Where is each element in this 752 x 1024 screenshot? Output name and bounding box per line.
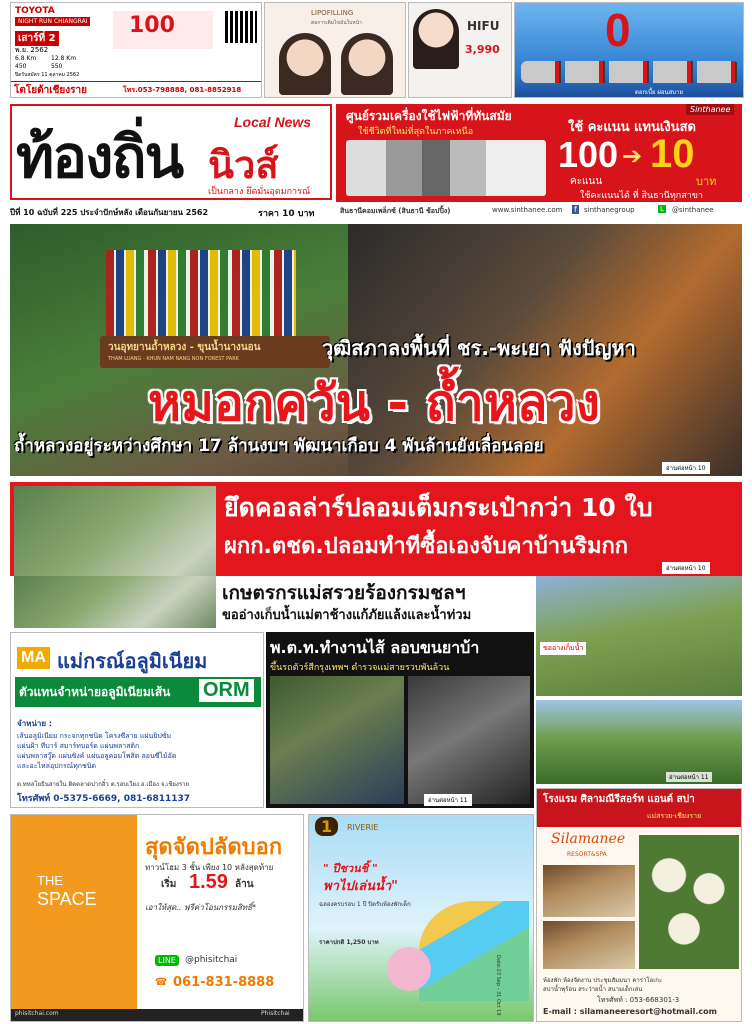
waterslide-image [419,901,529,1001]
silamanee-ad[interactable] [536,788,742,1022]
sinthanee-line1: ศูนย์รวมเครื่องใช้ไฟฟ้าที่ทันสมัย [346,109,512,123]
ma-logo: MA [17,647,50,669]
price-badge [113,11,213,49]
points-from: 100 [558,134,619,175]
story3-photo [536,576,742,696]
story5-jump[interactable]: อ่านต่อหน้า 11 [666,772,712,782]
use-at: ใช้คะแนนได้ ที่ สินธานีทุกสาขา [580,191,703,201]
sinthanee-line2: ใช้ชีวิตที่ใหม่ที่สุดในภาคเหนือ [358,127,474,137]
lead-kicker: วุฒิสภาลงพื้นที่ ชร.-พะเยา ฟังปัญหา [322,336,636,360]
space-line2: SPACE [37,889,97,909]
lead-headline: หมอกควัน - ถ้ำหลวง [148,374,600,432]
story3-headline: เกษตรกรแม่สรวยร้องกรมชลฯ [222,582,466,604]
space-line1: THE [37,873,63,888]
story2-photo-lower [14,576,216,628]
deadline: ปิดรับสมัคร 11 ตุลาคม 2562 [15,72,80,78]
lead-subhead: ถ้ำหลวงอยู่ระหว่างศึกษา 17 ล้านงบฯ พัฒนาเกือบ 4 พันล้านยังเลื่อนลอย [14,436,544,456]
silamanee-desc2: สปาน้ำพุร้อน สระว่ายน้ำ สนามเด็กเล่น [543,986,643,993]
car-row [521,61,739,83]
points-from-unit: คะแนน [570,176,603,187]
lipo-sub: ต่อการเติมไขมันใบหน้า [311,20,362,26]
riverie-tag2: พาไปเล่นน้ำ" [323,879,398,894]
mae-aluminium-ad[interactable] [10,632,264,808]
the-space-ad[interactable] [10,814,304,1022]
riverie-desc: ฉลองครบรอบ 1 ปี ปิดรับห้องพักเด็ก [319,901,411,908]
flags-row [106,250,296,340]
space-footer [11,1009,303,1021]
honda-footer: ดอกเบี้ย ผ่อนสบาย [635,89,683,96]
silamanee-sub: แม่สรวย-เชียงราย [647,812,702,820]
anniv-badge: 1 [315,817,338,836]
masthead-title-1: ท้องถิ่น [16,123,183,191]
phone-icon: ☎ [155,977,168,988]
issue-line: ปีที่ 10 ฉบับที่ 225 ประจำปักษ์หลัง เดือนกันยายน 2562 [10,208,209,217]
story4-subhead: ขึ้นรถตัวร์สีกรุงเทพฯ ตำรวจแม่สายรวบพันล้วน [270,663,450,673]
silamanee-header-text: โรงแรม ศิลามณีรีสอร์ท แอนด์ สปา [543,794,695,805]
lotus-flower-image [639,835,739,969]
space-logo-panel [11,815,137,1009]
issue-price: ราคา 10 บาท [258,209,315,219]
hifu-title: HIFU [467,19,500,33]
use-points: ใช้ คะแนน แทนเงินสด [568,120,696,135]
silamanee-logo-sub: RESORT&SPA [567,851,607,858]
silamanee-header [537,789,742,827]
price-a: 450 [15,63,27,70]
hifu-price: 3,990 [465,43,500,56]
space-line[interactable]: @phisitchai [185,955,238,965]
honda-zero: 0 [605,4,631,56]
story4-photo-left [270,676,404,804]
space-phone[interactable]: 061-831-8888 [173,975,275,990]
appliances-image [346,140,546,196]
local-news-label: Local News [234,114,312,130]
silamanee-logo: Silamanee [551,831,626,847]
space-sub: ทาวน์โฮม 3 ชั้น เพียง 10 หลังสุดท้าย [145,863,274,872]
story4-jump[interactable]: อ่านต่อหน้า 11 [424,794,472,806]
space-footer-right: Phisitchai [261,1010,290,1017]
footer-url[interactable]: www.sinthanee.com [492,206,563,214]
toyota-footer: โตโยต้าเชียงราย [14,85,87,96]
qr-code-icon [225,11,257,43]
nightrun-date: เสาร์ที่ 2 [15,31,59,46]
toyota-brand: TOYOTA [15,6,55,16]
orm-logo: ORM [199,679,254,702]
space-price-label: เริ่ม [161,879,177,890]
distance-b: 12.8 Km [51,55,77,62]
nightrun-event: NIGHT RUN CHIANGRAI [15,17,90,26]
nightrun-month: พ.ย. 2562 [15,46,49,54]
sell-2: แผ่นฝ้า ทีบาร์ สมาร์ทบอร์ด แผ่นพลาสติก [17,742,140,750]
issue-bar [10,204,332,220]
story4-headline: พ.ต.ท.ทำงานไส้ ลอบขนยาบ้า [270,638,480,657]
silamanee-room-2 [543,921,635,969]
price-badge-value: 100 [129,13,175,38]
line-app-icon: LINE [155,955,179,966]
lipo-brand: LIPOFILLING [311,9,354,17]
sell-1: เส้นอลูมิเนียม กระจกทุกชนิด โครงซีลาย แผ่นยิปซั่ม [17,732,172,740]
story2-jump[interactable]: อ่านต่อหน้า 10 [662,562,710,574]
dealer-text: ตัวแทนจำหน่ายอลูมิเนียมเส้น [19,685,171,699]
space-price: 1.59 [189,871,228,893]
sell-4: และอะไหล่อุปกรณ์ทุกชนิด [17,762,97,770]
arrow-right-icon: ➔ [622,142,643,170]
mae-name: แม่กรณ์อลูมิเนียม [57,649,208,673]
footer-line[interactable]: @sinthanee [672,206,714,214]
masthead-title-2: นิวส์ [208,143,279,187]
story2[interactable] [10,482,742,576]
riverie-price: ราคาปกติ 1,250 บาท [319,939,379,946]
space-promo: เอาให้สุด.. ฟรีค่าโอนกรรมสิทธิ์* [145,903,257,912]
footer-name: สินธานีคอมเพล็กซ์ (สินธานี ช้อปปิ้ง) [340,207,451,215]
story3-subhead: ขออ่างเก็บน้ำแม่ตาช้างแก้ภัยแล้งและน้ำท่วม [222,608,472,623]
lead-jump[interactable]: อ่านต่อหน้า 10 [662,462,710,474]
story5-photo [536,700,742,784]
lipo-face-left [279,33,331,95]
sell-title: จำหน่าย : [17,719,53,728]
silamanee-room-1 [543,865,635,917]
park-sign-text: วนอุทยานถ้ำหลวง - ขุนน้ำนางนอน [108,342,261,353]
story4-photo-right [408,676,530,804]
elephant-mascot [387,947,431,991]
story3-banner-sign: ขออ่างเก็บน้ำ [540,642,586,655]
honda-ad[interactable] [514,2,744,98]
price-b: 550 [51,63,63,70]
space-footer-left[interactable]: phisitchai.com [15,1010,59,1017]
silamanee-desc: ห้องพัก ห้องจัดงาน ประชุมสัมมนา คาราโอเกะ [543,977,663,984]
footer-fb[interactable]: sinthanegroup [584,206,635,214]
silamanee-tel: โทรศัพท์ : 053-668301-3 [597,996,680,1004]
hifu-model [413,9,459,69]
dealer-bar [15,677,261,707]
park-sign-en: THAM LUANG - KHUN NAM NANG NON FOREST PARK [108,356,239,362]
story2-headline: ยึดคอลล่าร์ปลอมเต็มกระเป๋ากว่า 10 ใบ [224,493,653,522]
lead-story[interactable] [10,224,742,476]
mae-address: ต.ทหลโยธินสายใน ติดตลาดปากอิ๋ว ต.รอบเวียง อ.เมือง จ.เชียงราย [17,781,189,788]
mae-phone: โทรศัพท์ 0-5375-6669, 081-6811137 [17,794,191,804]
riverie-brand: RIVERIE [347,823,379,832]
masthead-slogan: เป็นกลาง ยึดมั่นอุดมการณ์ [208,187,311,197]
riverie-tag: " ปีชวนชิ้ " [323,862,378,875]
points-to-unit: บาท [696,175,717,188]
toyota-footer-bar [11,81,261,97]
toyota-nightrun-ad[interactable] [10,2,262,98]
sinthanee-brand: Sinthanee [686,104,734,115]
space-price-unit: ล้าน [235,879,254,890]
line-icon: L [660,205,664,213]
toyota-phone: โทร.053-798888, 081-8852918 [123,86,242,94]
sell-3: แผ่นพลาสวู๊ด แผ่นซิงค์ แผ่นอลูคอมโพสิต ลอนซีไม้อัด [17,752,177,760]
distance-a: 6.8 Km [15,55,37,62]
story4[interactable] [266,632,534,808]
story2-photo [14,486,216,576]
hifu-ad[interactable] [408,2,512,98]
facebook-icon: f [574,205,577,214]
sinthanee-ad[interactable] [336,104,742,220]
story2-subhead: ผกก.ตชด.ปลอมทำทีซื้อเองจับคาบ้านริมกก [224,534,629,559]
riverie-ad[interactable] [308,814,534,1022]
silamanee-email[interactable]: E-mail : silamaneeresort@hotmail.com [543,1007,717,1016]
masthead [10,104,332,200]
lipo-face-right [341,33,393,95]
points-to: 10 [650,132,695,176]
sinthanee-footer [336,202,742,220]
lipofilling-ad[interactable] [264,2,406,98]
space-headline: สุดจัดปลัดบอก [145,835,283,860]
riverie-date: Date:23 Sep - 31 Oct 19 [495,955,501,1016]
